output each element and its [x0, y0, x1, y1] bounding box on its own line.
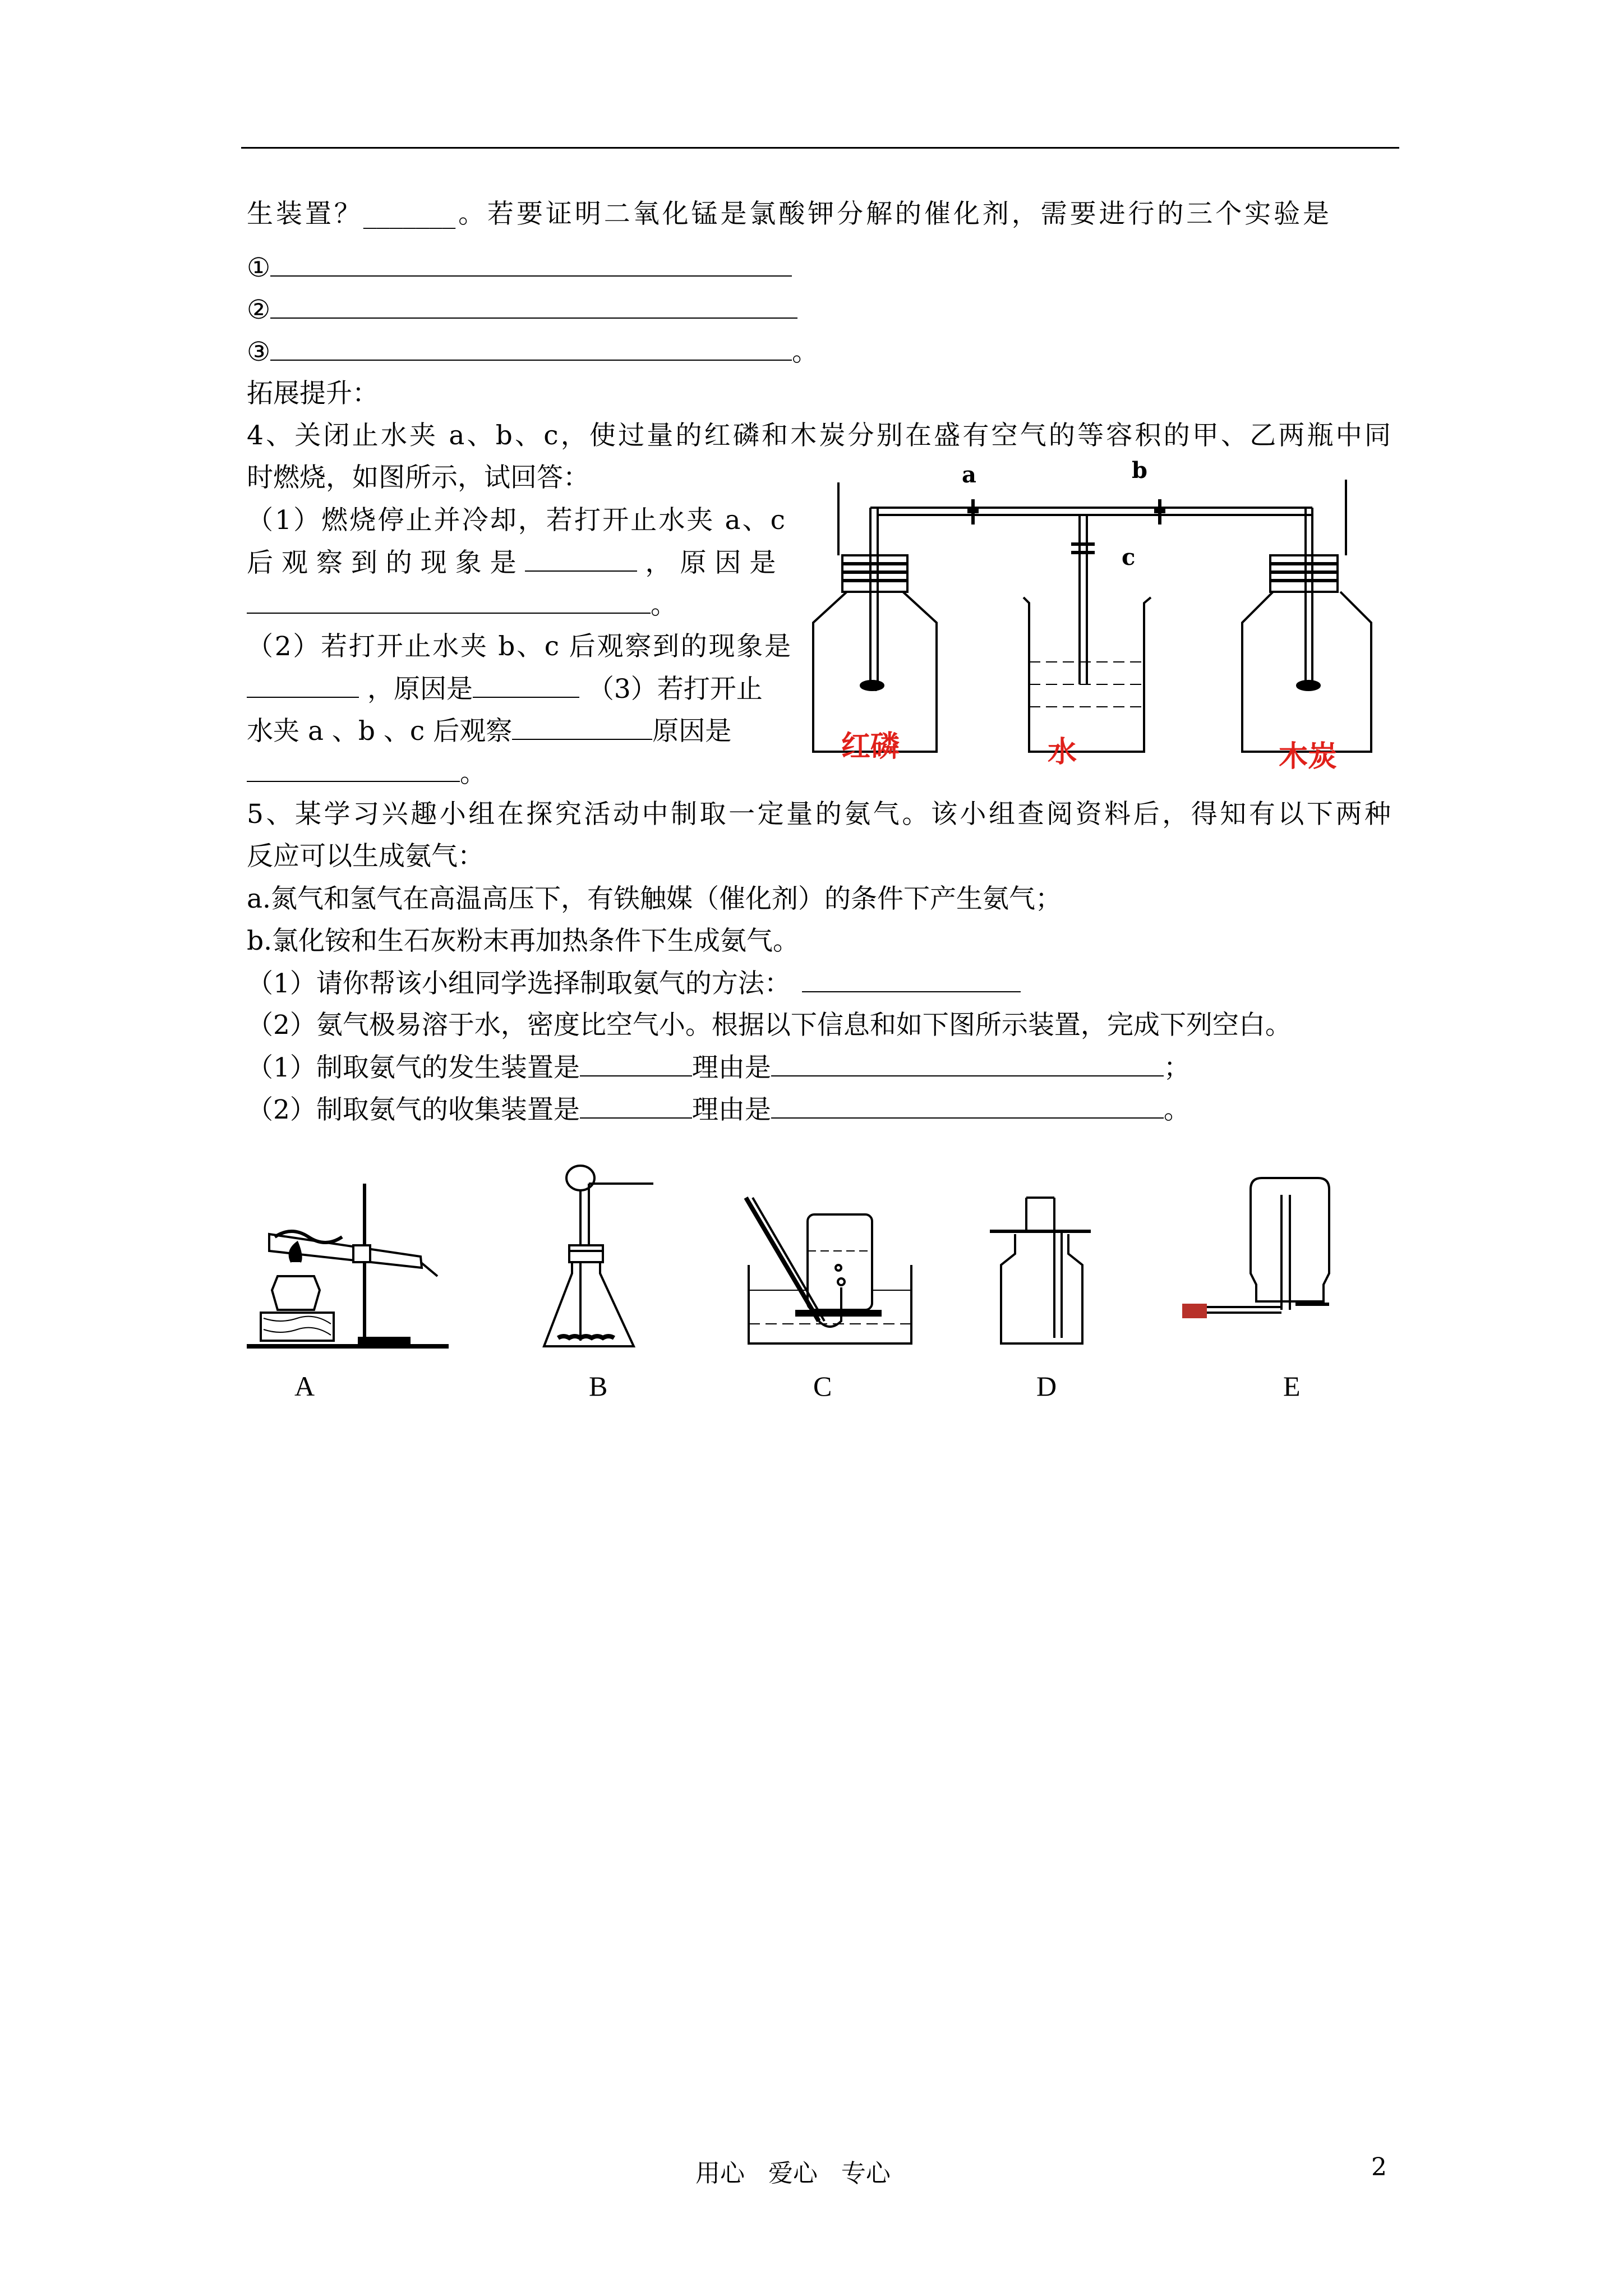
q4-p2-a: （2）若打开止水夹 b、c 后观察到的现象是 [247, 631, 791, 662]
label-apparatus-a: A [294, 1370, 315, 1402]
apparatus-e [1183, 1172, 1329, 1335]
blank-q4-3b[interactable] [247, 756, 460, 782]
blank-2[interactable] [270, 293, 797, 319]
circled-one: ① [247, 252, 271, 283]
blank-q4-2a[interactable] [247, 672, 359, 698]
blank-q4-1b[interactable] [247, 588, 651, 614]
red-phosphorus-label: 红磷 [841, 730, 900, 763]
text-line-4: ③ 。 [247, 335, 818, 369]
q4-p2-b: ，原因是 （3）若打开止 [247, 672, 763, 706]
text-line-2 [247, 251, 792, 285]
q4-p3-b: 。 [247, 756, 486, 790]
q5-line-1: 5、某学习兴趣小组在探究活动中制取一定量的氨气。该小组查阅资料后，得知有以下两种 [247, 799, 1391, 830]
blank-q5-3a[interactable] [580, 1051, 692, 1076]
q4-line-1: 4、关闭止水夹 a、b、c，使过量的红磷和木炭分别在盛有空气的等容积的甲、乙两瓶中同 [247, 420, 1391, 451]
circled-two: ② [247, 295, 271, 325]
blank-q4-3a[interactable] [512, 714, 652, 740]
q5-option-b: b.氯化铵和生石灰粉末再加热条件下生成氨气。 [247, 926, 800, 956]
q4-p1-b: 后 观 察 到 的 现 象 是 ， 原 因 是 [247, 546, 791, 580]
q4-p3-a: 水夹 a 、b 、c 后观察 原因是 [247, 714, 731, 748]
section-heading-extension: 拓展提升： [247, 378, 379, 409]
blank-q5-1[interactable] [802, 967, 1021, 992]
q4-line-2: 时燃烧，如图所示，试回答： [247, 462, 589, 493]
text-line-1: 生装置？_______。若要证明二氧化锰是氯酸钾分解的催化剂，需要进行的三个实验是 [247, 199, 1329, 229]
apparatus-a [247, 1178, 449, 1352]
q5-line-2: 反应可以生成氨气： [247, 841, 484, 872]
q4-p1-a: （1）燃烧停止并冷却，若打开止水夹 a、c [247, 505, 785, 536]
blank-3[interactable] [270, 335, 792, 361]
clamp-c-label: c [1122, 544, 1136, 570]
apparatus-c [740, 1192, 920, 1352]
charcoal-label: 木炭 [1279, 740, 1338, 774]
label-apparatus-c: C [813, 1370, 832, 1402]
q5-sub-4: （2）制取氨气的收集装置是 理由是 。 [247, 1093, 1190, 1127]
q5-sub-1: （1）请你帮该小组同学选择制取氨气的方法： [247, 967, 1021, 1001]
blank-q4-2b[interactable] [473, 672, 579, 698]
blank-q5-4a[interactable] [580, 1093, 692, 1119]
label-apparatus-b: B [589, 1370, 608, 1402]
clamp-a-label: a [962, 462, 976, 488]
label-apparatus-e: E [1283, 1370, 1301, 1402]
q5-sub-3: （1）制取氨气的发生装置是 理由是 ； [247, 1051, 1190, 1085]
clamp-b-label: b [1132, 457, 1147, 484]
blank-q5-4b[interactable] [771, 1093, 1164, 1119]
header-rule [241, 147, 1399, 149]
apparatus-d [984, 1186, 1096, 1349]
blank-1[interactable] [270, 251, 792, 277]
water-label: 水 [1048, 735, 1077, 769]
blank-q4-1a[interactable] [525, 546, 637, 572]
label-apparatus-d: D [1036, 1370, 1057, 1402]
page-number: 2 [1371, 2153, 1387, 2182]
circled-three: ③ [247, 337, 271, 367]
q4-p1-c: 。 [247, 588, 677, 622]
footer-motto: 用心 爱心 专心 [695, 2159, 891, 2188]
blank-q5-3b[interactable] [771, 1051, 1164, 1076]
text-line-3 [247, 293, 797, 327]
apparatus-b [541, 1161, 665, 1358]
q5-option-a: a.氮气和氢气在高温高压下，有铁触媒（催化剂）的条件下产生氨气； [247, 884, 1062, 914]
q5-sub-2: （2）氨气极易溶于水，密度比空气小。根据以下信息和如下图所示装置，完成下列空白。 [247, 1010, 1292, 1041]
